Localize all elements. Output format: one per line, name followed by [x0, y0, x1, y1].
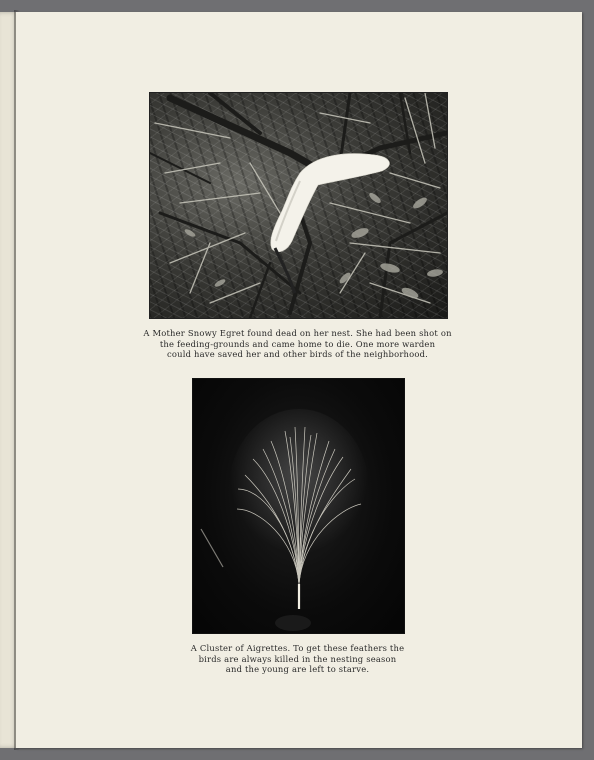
- caption-line: birds are always killed in the nesting season: [198, 653, 397, 664]
- egret-in-nest-photo: [149, 92, 448, 319]
- aigrette-feathers-photo: [192, 378, 405, 634]
- book-page: [16, 12, 582, 748]
- caption-line: the feeding-grounds and came home to die. One more warden: [159, 338, 436, 349]
- caption-line: A Cluster of Aigrettes. To get these feathers the: [190, 643, 405, 653]
- aigrette-photo-caption: [166, 643, 429, 675]
- caption-line: A Mother Snowy Egret found dead on her nest. She had been shot on: [143, 328, 452, 338]
- egret-photo-caption: [126, 328, 469, 360]
- caption-line: and the young are left to starve.: [225, 664, 370, 674]
- caption-line: could have saved her and other birds of the neighborhood.: [166, 349, 429, 359]
